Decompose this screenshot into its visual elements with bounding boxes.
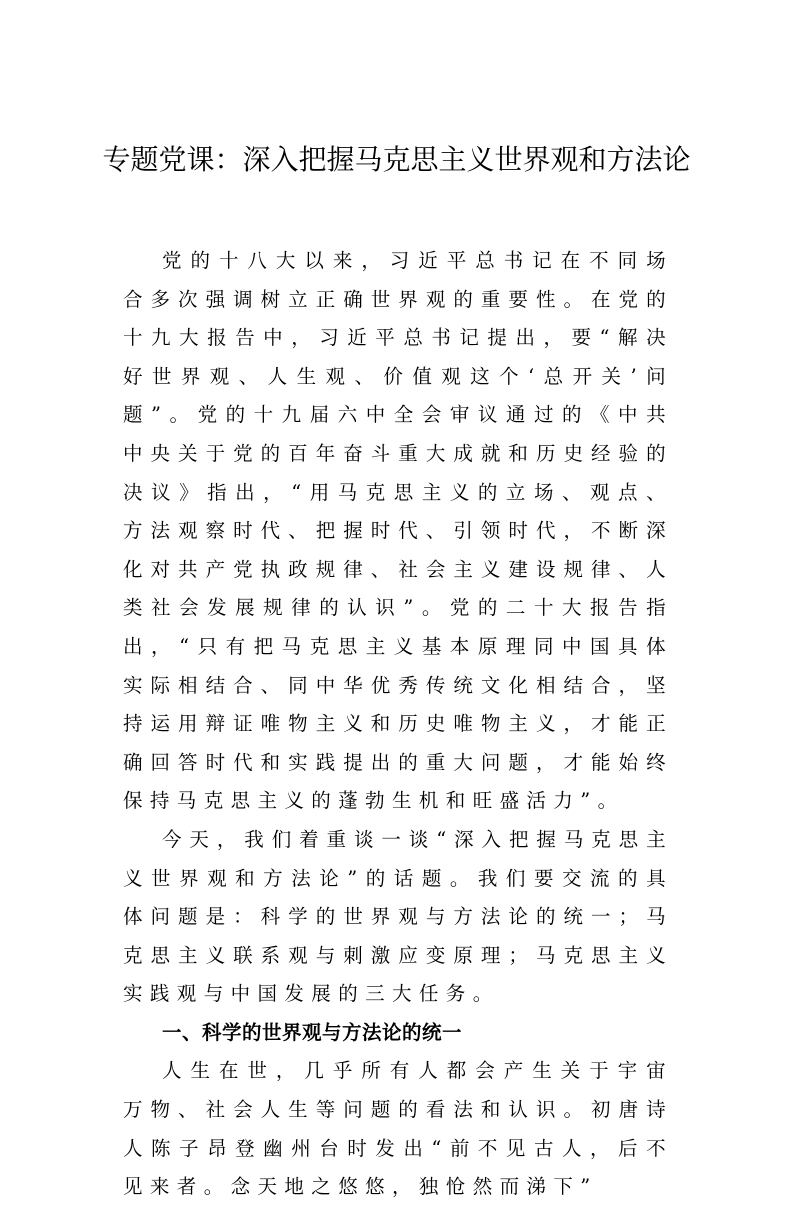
document-title: 专题党课：深入把握马克思主义世界观和方法论 bbox=[102, 143, 691, 176]
paragraph-topics: 今天，我们着重谈一谈“深入把握马克思主义世界观和方法论”的话题。我们要交流的具体问题是：科学的世界观与方法论的统一；马克思主义联系观与刺激应变原理；马克思主义实践观与中国发展的三大任务。 bbox=[123, 827, 673, 1006]
paragraph-section-1: 人生在世，几乎所有人都会产生关于宇宙万物、社会人生等问题的看法和认识。初唐诗人陈子昂登幽州台时发出“前不见古人，后不见来者。念天地之悠悠，独怆然而涕下” bbox=[123, 1059, 673, 1199]
document-body bbox=[123, 242, 673, 1207]
paragraph-intro: 党的十八大以来，习近平总书记在不同场合多次强调树立正确世界观的重要性。在党的十九大报告中，习近平总书记提出，要“解决好世界观、人生观、价值观这个‘总开关’问题”。党的十九届六中全会审议通过的《中共中央关于党的百年奋斗重大成就和历史经验的决议》指出，“用马克思主义的立场、观点、方法观察时代、把握时代、引领时代，不断深化对共产党执政规律、社会主义建设规律、人类社会发展规律的认识”。党的二十大报告指出，“只有把马克思主义基本原理同中国具体实际相结合、同中华优秀传统文化相结合，坚持运用辩证唯物主义和历史唯物主义，才能正确回答时代和实践提出的重大问题，才能始终保持马克思主义的蓬勃生机和旺盛活力”。 bbox=[123, 249, 673, 813]
section-heading-1: 一、科学的世界观与方法论的统一 bbox=[162, 1020, 463, 1044]
